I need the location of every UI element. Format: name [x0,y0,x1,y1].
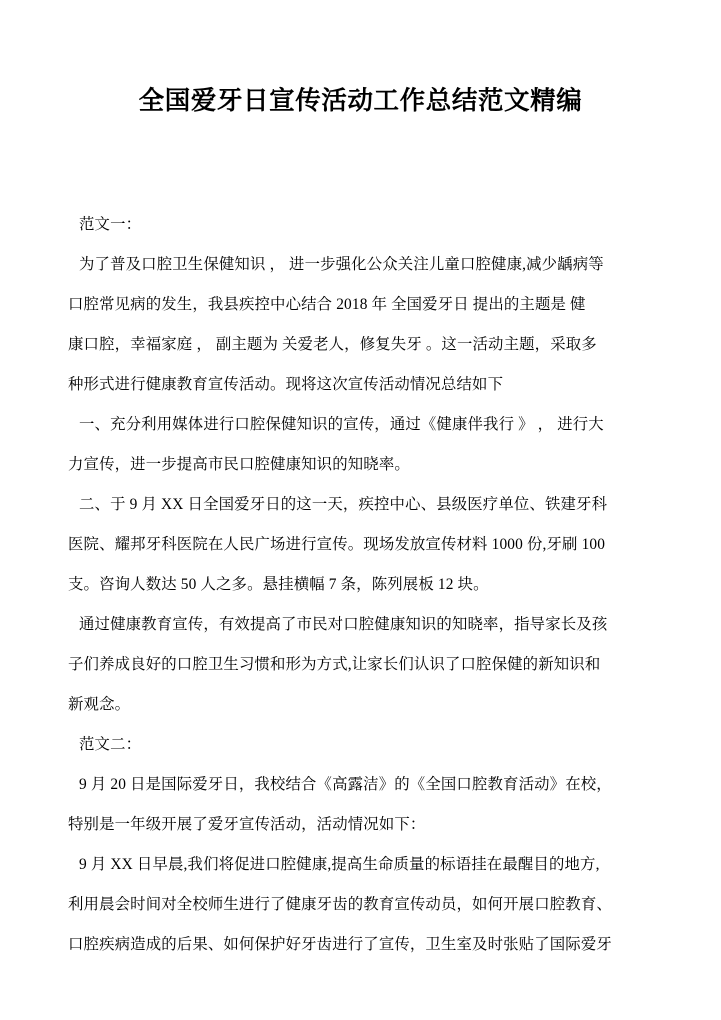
document-line: 利用晨会时间对全校师生进行了健康牙齿的教育宣传动员，如何开展口腔教育、 [68,896,612,913]
document-line: 一、充分利用媒体进行口腔保健知识的宣传，通过《健康伴我行 》 ， 进行大 [79,416,604,433]
document-line: 范文二： [79,736,142,753]
document-line: 子们养成良好的口腔卫生习惯和形为方式,让家长们认识了口腔保健的新知识和 [68,656,601,673]
document-line: 范文一： [79,216,142,233]
document-line: 口腔常见病的发生，我县疾控中心结合 2018 年 全国爱牙日 提出的主题是 健 [68,296,586,313]
document-line: 9 月 XX 日早晨,我们将促进口腔健康,提高生命质量的标语挂在最醒目的地方, [79,856,600,873]
document-line: 9 月 20 日是国际爱牙日，我校结合《高露洁》的《全国口腔教育活动》在校， [79,776,612,793]
document-line: 为了普及口腔卫生保健知识 ， 进一步强化公众关注儿童口腔健康,减少龋病等 [79,256,604,273]
document-line: 种形式进行健康教育宣传活动。现将这次宣传活动情况总结如下 [68,376,504,393]
document-line: 通过健康教育宣传，有效提高了市民对口腔健康知识的知晓率，指导家长及孩 [79,616,608,633]
document-line: 二、于 9 月 XX 日全国爱牙日的这一天，疾控中心、县级医疗单位、铁建牙科 [79,496,608,513]
document-line: 特别是一年级开展了爱牙宣传活动，活动情况如下： [68,816,426,833]
document-line: 新观念。 [68,696,131,713]
document-line: 力宣传，进一步提高市民口腔健康知识的知晓率。 [68,456,410,473]
page-title: 全国爱牙日宣传活动工作总结范文精编 [138,86,583,115]
document-line: 康口腔，幸福家庭 ， 副主题为 关爱老人，修复失牙 。这一活动主题，采取多 [68,336,597,353]
document-line: 支。咨询人数达 50 人之多。悬挂横幅 7 条，陈列展板 12 块。 [68,576,489,593]
document-line: 医院、耀邦牙科医院在人民广场进行宣传。现场发放宣传材料 1000 份,牙刷 100 [68,536,606,553]
document-line: 口腔疾病造成的后果、如何保护好牙齿进行了宣传，卫生室及时张贴了国际爱牙 [68,936,612,953]
document-body [68,205,626,965]
